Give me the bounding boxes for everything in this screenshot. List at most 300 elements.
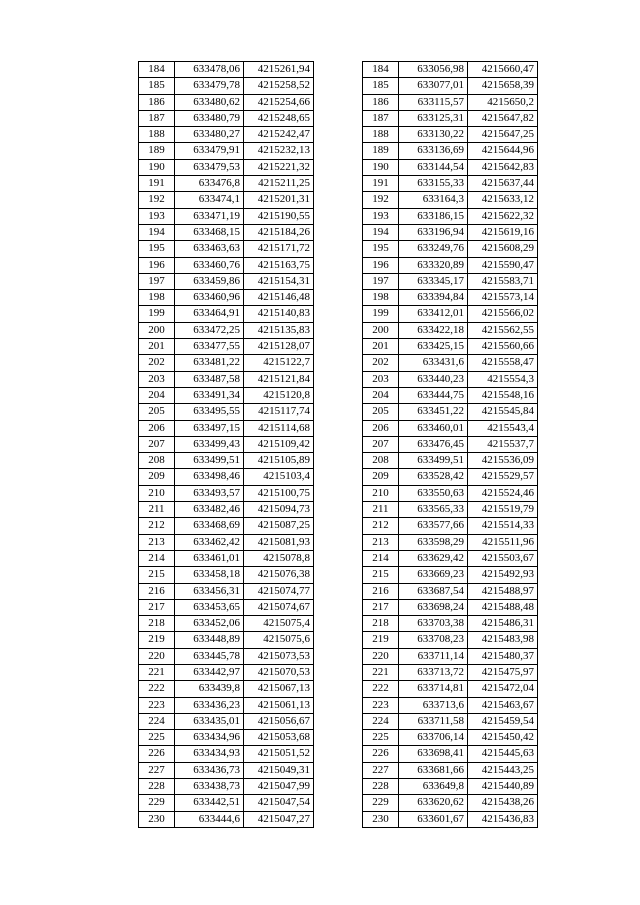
x-coordinate-cell: 633471,19 <box>175 208 244 224</box>
table-row <box>139 469 314 485</box>
x-coordinate-cell: 633703,38 <box>399 616 468 632</box>
point-number-cell: 230 <box>363 811 399 827</box>
point-number-cell: 208 <box>139 453 175 469</box>
x-coordinate-cell: 633713,72 <box>399 664 468 680</box>
table-row <box>139 322 314 338</box>
point-number-cell: 224 <box>363 713 399 729</box>
x-coordinate-cell: 633448,89 <box>175 632 244 648</box>
table-row <box>363 404 538 420</box>
point-number-cell: 196 <box>139 257 175 273</box>
y-coordinate-cell: 4215536,09 <box>468 453 538 469</box>
point-number-cell: 206 <box>139 420 175 436</box>
table-row <box>139 404 314 420</box>
x-coordinate-cell: 633477,55 <box>175 339 244 355</box>
y-coordinate-cell: 4215067,13 <box>244 681 314 697</box>
table-row <box>139 583 314 599</box>
y-coordinate-cell: 4215658,39 <box>468 78 538 94</box>
y-coordinate-cell: 4215529,57 <box>468 469 538 485</box>
x-coordinate-cell: 633422,18 <box>399 322 468 338</box>
y-coordinate-cell: 4215583,71 <box>468 273 538 289</box>
y-coordinate-cell: 4215644,96 <box>468 143 538 159</box>
table-row <box>363 78 538 94</box>
y-coordinate-cell: 4215128,07 <box>244 339 314 355</box>
table-row <box>363 730 538 746</box>
table-row <box>363 176 538 192</box>
y-coordinate-cell: 4215146,48 <box>244 290 314 306</box>
table-row <box>139 192 314 208</box>
y-coordinate-cell: 4215590,47 <box>468 257 538 273</box>
coordinates-table-left <box>138 61 314 828</box>
point-number-cell: 202 <box>139 355 175 371</box>
point-number-cell: 212 <box>363 518 399 534</box>
y-coordinate-cell: 4215480,37 <box>468 648 538 664</box>
x-coordinate-cell: 633442,51 <box>175 795 244 811</box>
table-row <box>139 387 314 403</box>
x-coordinate-cell: 633565,33 <box>399 502 468 518</box>
point-number-cell: 227 <box>363 762 399 778</box>
table-row <box>363 159 538 175</box>
y-coordinate-cell: 4215075,6 <box>244 632 314 648</box>
table-row <box>363 779 538 795</box>
y-coordinate-cell: 4215073,53 <box>244 648 314 664</box>
point-number-cell: 225 <box>363 730 399 746</box>
y-coordinate-cell: 4215475,97 <box>468 664 538 680</box>
point-number-cell: 216 <box>363 583 399 599</box>
table-row <box>363 502 538 518</box>
y-coordinate-cell: 4215081,93 <box>244 534 314 550</box>
x-coordinate-cell: 633155,33 <box>399 176 468 192</box>
y-coordinate-cell: 4215087,25 <box>244 518 314 534</box>
table-row <box>139 599 314 615</box>
table-row <box>363 550 538 566</box>
point-number-cell: 191 <box>139 176 175 192</box>
x-coordinate-cell: 633620,62 <box>399 795 468 811</box>
y-coordinate-cell: 4215440,89 <box>468 779 538 795</box>
point-number-cell: 206 <box>363 420 399 436</box>
table-row <box>139 241 314 257</box>
point-number-cell: 190 <box>139 159 175 175</box>
x-coordinate-cell: 633498,46 <box>175 469 244 485</box>
table-row <box>363 322 538 338</box>
x-coordinate-cell: 633434,93 <box>175 746 244 762</box>
y-coordinate-cell: 4215492,93 <box>468 567 538 583</box>
y-coordinate-cell: 4215488,97 <box>468 583 538 599</box>
y-coordinate-cell: 4215248,65 <box>244 110 314 126</box>
point-number-cell: 225 <box>139 730 175 746</box>
point-number-cell: 229 <box>363 795 399 811</box>
table-row <box>363 339 538 355</box>
table-row <box>139 795 314 811</box>
y-coordinate-cell: 4215566,02 <box>468 306 538 322</box>
x-coordinate-cell: 633115,57 <box>399 94 468 110</box>
x-coordinate-cell: 633249,76 <box>399 241 468 257</box>
x-coordinate-cell: 633713,6 <box>399 697 468 713</box>
x-coordinate-cell: 633708,23 <box>399 632 468 648</box>
table-row <box>139 811 314 827</box>
point-number-cell: 197 <box>139 273 175 289</box>
point-number-cell: 184 <box>139 62 175 78</box>
y-coordinate-cell: 4215078,8 <box>244 550 314 566</box>
x-coordinate-cell: 633474,1 <box>175 192 244 208</box>
x-coordinate-cell: 633481,22 <box>175 355 244 371</box>
y-coordinate-cell: 4215109,42 <box>244 436 314 452</box>
x-coordinate-cell: 633499,51 <box>399 453 468 469</box>
x-coordinate-cell: 633482,46 <box>175 502 244 518</box>
table-row <box>363 436 538 452</box>
y-coordinate-cell: 4215554,3 <box>468 371 538 387</box>
table-row <box>363 143 538 159</box>
table-row <box>139 762 314 778</box>
x-coordinate-cell: 633056,98 <box>399 62 468 78</box>
point-number-cell: 184 <box>363 62 399 78</box>
y-coordinate-cell: 4215135,83 <box>244 322 314 338</box>
point-number-cell: 230 <box>139 811 175 827</box>
x-coordinate-cell: 633186,15 <box>399 208 468 224</box>
y-coordinate-cell: 4215254,66 <box>244 94 314 110</box>
point-number-cell: 208 <box>363 453 399 469</box>
y-coordinate-cell: 4215647,82 <box>468 110 538 126</box>
x-coordinate-cell: 633480,62 <box>175 94 244 110</box>
table-row <box>139 567 314 583</box>
y-coordinate-cell: 4215438,26 <box>468 795 538 811</box>
point-number-cell: 191 <box>363 176 399 192</box>
point-number-cell: 226 <box>363 746 399 762</box>
point-number-cell: 186 <box>363 94 399 110</box>
point-number-cell: 223 <box>139 697 175 713</box>
y-coordinate-cell: 4215524,46 <box>468 485 538 501</box>
x-coordinate-cell: 633130,22 <box>399 127 468 143</box>
x-coordinate-cell: 633698,24 <box>399 599 468 615</box>
y-coordinate-cell: 4215163,75 <box>244 257 314 273</box>
point-number-cell: 186 <box>139 94 175 110</box>
table-row <box>363 713 538 729</box>
x-coordinate-cell: 633460,96 <box>175 290 244 306</box>
table-row <box>139 420 314 436</box>
y-coordinate-cell: 4215171,72 <box>244 241 314 257</box>
y-coordinate-cell: 4215647,25 <box>468 127 538 143</box>
x-coordinate-cell: 633438,73 <box>175 779 244 795</box>
point-number-cell: 227 <box>139 762 175 778</box>
table-row <box>139 485 314 501</box>
table-row <box>139 355 314 371</box>
point-number-cell: 214 <box>363 550 399 566</box>
x-coordinate-cell: 633125,31 <box>399 110 468 126</box>
table-row <box>363 110 538 126</box>
point-number-cell: 223 <box>363 697 399 713</box>
x-coordinate-cell: 633456,31 <box>175 583 244 599</box>
table-row <box>363 697 538 713</box>
x-coordinate-cell: 633439,8 <box>175 681 244 697</box>
y-coordinate-cell: 4215114,68 <box>244 420 314 436</box>
y-coordinate-cell: 4215121,84 <box>244 371 314 387</box>
x-coordinate-cell: 633577,66 <box>399 518 468 534</box>
point-number-cell: 221 <box>139 664 175 680</box>
x-coordinate-cell: 633452,06 <box>175 616 244 632</box>
point-number-cell: 190 <box>363 159 399 175</box>
table-row <box>363 681 538 697</box>
table-row <box>363 241 538 257</box>
x-coordinate-cell: 633462,42 <box>175 534 244 550</box>
table-row <box>139 257 314 273</box>
y-coordinate-cell: 4215463,67 <box>468 697 538 713</box>
table-row <box>139 518 314 534</box>
point-number-cell: 204 <box>139 387 175 403</box>
table-row <box>139 502 314 518</box>
x-coordinate-cell: 633480,27 <box>175 127 244 143</box>
y-coordinate-cell: 4215472,04 <box>468 681 538 697</box>
x-coordinate-cell: 633472,25 <box>175 322 244 338</box>
point-number-cell: 207 <box>139 436 175 452</box>
x-coordinate-cell: 633601,67 <box>399 811 468 827</box>
coordinates-table-right <box>362 61 538 828</box>
y-coordinate-cell: 4215261,94 <box>244 62 314 78</box>
point-number-cell: 210 <box>139 485 175 501</box>
point-number-cell: 197 <box>363 273 399 289</box>
point-number-cell: 220 <box>363 648 399 664</box>
point-number-cell: 211 <box>139 502 175 518</box>
x-coordinate-cell: 633495,55 <box>175 404 244 420</box>
table-row <box>139 273 314 289</box>
point-number-cell: 189 <box>139 143 175 159</box>
y-coordinate-cell: 4215122,7 <box>244 355 314 371</box>
table-row <box>363 192 538 208</box>
y-coordinate-cell: 4215619,16 <box>468 224 538 240</box>
y-coordinate-cell: 4215258,52 <box>244 78 314 94</box>
y-coordinate-cell: 4215140,83 <box>244 306 314 322</box>
table-row <box>363 290 538 306</box>
coordinates-table-right-body <box>363 62 538 828</box>
point-number-cell: 228 <box>363 779 399 795</box>
table-row <box>139 697 314 713</box>
y-coordinate-cell: 4215056,67 <box>244 713 314 729</box>
x-coordinate-cell: 633479,78 <box>175 78 244 94</box>
table-row <box>139 339 314 355</box>
table-row <box>363 469 538 485</box>
x-coordinate-cell: 633463,63 <box>175 241 244 257</box>
x-coordinate-cell: 633451,22 <box>399 404 468 420</box>
point-number-cell: 218 <box>139 616 175 632</box>
point-number-cell: 193 <box>363 208 399 224</box>
y-coordinate-cell: 4215053,68 <box>244 730 314 746</box>
x-coordinate-cell: 633669,23 <box>399 567 468 583</box>
x-coordinate-cell: 633394,84 <box>399 290 468 306</box>
table-row <box>363 453 538 469</box>
x-coordinate-cell: 633440,23 <box>399 371 468 387</box>
x-coordinate-cell: 633480,79 <box>175 110 244 126</box>
x-coordinate-cell: 633425,15 <box>399 339 468 355</box>
x-coordinate-cell: 633444,6 <box>175 811 244 827</box>
table-row <box>363 616 538 632</box>
table-row <box>139 62 314 78</box>
point-number-cell: 196 <box>363 257 399 273</box>
x-coordinate-cell: 633196,94 <box>399 224 468 240</box>
table-row <box>363 583 538 599</box>
point-number-cell: 226 <box>139 746 175 762</box>
x-coordinate-cell: 633487,58 <box>175 371 244 387</box>
table-row <box>363 371 538 387</box>
table-row <box>139 681 314 697</box>
table-row <box>139 78 314 94</box>
table-row <box>139 306 314 322</box>
table-row <box>139 94 314 110</box>
y-coordinate-cell: 4215642,83 <box>468 159 538 175</box>
y-coordinate-cell: 4215459,54 <box>468 713 538 729</box>
x-coordinate-cell: 633436,23 <box>175 697 244 713</box>
x-coordinate-cell: 633461,01 <box>175 550 244 566</box>
point-number-cell: 202 <box>363 355 399 371</box>
point-number-cell: 219 <box>139 632 175 648</box>
y-coordinate-cell: 4215049,31 <box>244 762 314 778</box>
table-row <box>363 518 538 534</box>
table-row <box>363 599 538 615</box>
point-number-cell: 220 <box>139 648 175 664</box>
y-coordinate-cell: 4215543,4 <box>468 420 538 436</box>
point-number-cell: 228 <box>139 779 175 795</box>
table-row <box>363 257 538 273</box>
point-number-cell: 193 <box>139 208 175 224</box>
x-coordinate-cell: 633711,58 <box>399 713 468 729</box>
point-number-cell: 205 <box>139 404 175 420</box>
y-coordinate-cell: 4215545,84 <box>468 404 538 420</box>
y-coordinate-cell: 4215221,32 <box>244 159 314 175</box>
table-row <box>139 550 314 566</box>
x-coordinate-cell: 633681,66 <box>399 762 468 778</box>
point-number-cell: 200 <box>139 322 175 338</box>
y-coordinate-cell: 4215445,63 <box>468 746 538 762</box>
point-number-cell: 218 <box>363 616 399 632</box>
point-number-cell: 198 <box>363 290 399 306</box>
x-coordinate-cell: 633460,76 <box>175 257 244 273</box>
x-coordinate-cell: 633493,57 <box>175 485 244 501</box>
y-coordinate-cell: 4215242,47 <box>244 127 314 143</box>
point-number-cell: 185 <box>363 78 399 94</box>
point-number-cell: 224 <box>139 713 175 729</box>
point-number-cell: 207 <box>363 436 399 452</box>
point-number-cell: 219 <box>363 632 399 648</box>
y-coordinate-cell: 4215486,31 <box>468 616 538 632</box>
point-number-cell: 209 <box>363 469 399 485</box>
x-coordinate-cell: 633453,65 <box>175 599 244 615</box>
y-coordinate-cell: 4215103,4 <box>244 469 314 485</box>
y-coordinate-cell: 4215061,13 <box>244 697 314 713</box>
point-number-cell: 209 <box>139 469 175 485</box>
point-number-cell: 214 <box>139 550 175 566</box>
y-coordinate-cell: 4215483,98 <box>468 632 538 648</box>
y-coordinate-cell: 4215608,29 <box>468 241 538 257</box>
x-coordinate-cell: 633491,34 <box>175 387 244 403</box>
table-row <box>139 664 314 680</box>
y-coordinate-cell: 4215633,12 <box>468 192 538 208</box>
x-coordinate-cell: 633714,81 <box>399 681 468 697</box>
x-coordinate-cell: 633464,91 <box>175 306 244 322</box>
point-number-cell: 200 <box>363 322 399 338</box>
point-number-cell: 222 <box>139 681 175 697</box>
x-coordinate-cell: 633434,96 <box>175 730 244 746</box>
point-number-cell: 216 <box>139 583 175 599</box>
table-row <box>363 746 538 762</box>
y-coordinate-cell: 4215443,25 <box>468 762 538 778</box>
table-row <box>363 811 538 827</box>
x-coordinate-cell: 633687,54 <box>399 583 468 599</box>
x-coordinate-cell: 633136,69 <box>399 143 468 159</box>
y-coordinate-cell: 4215560,66 <box>468 339 538 355</box>
table-row <box>139 290 314 306</box>
y-coordinate-cell: 4215436,83 <box>468 811 538 827</box>
point-number-cell: 201 <box>363 339 399 355</box>
x-coordinate-cell: 633445,78 <box>175 648 244 664</box>
point-number-cell: 189 <box>363 143 399 159</box>
table-row <box>363 224 538 240</box>
y-coordinate-cell: 4215537,7 <box>468 436 538 452</box>
table-row <box>139 371 314 387</box>
x-coordinate-cell: 633431,6 <box>399 355 468 371</box>
point-number-cell: 215 <box>139 567 175 583</box>
y-coordinate-cell: 4215094,73 <box>244 502 314 518</box>
table-row <box>139 159 314 175</box>
y-coordinate-cell: 4215548,16 <box>468 387 538 403</box>
y-coordinate-cell: 4215558,47 <box>468 355 538 371</box>
table-row <box>363 62 538 78</box>
x-coordinate-cell: 633479,53 <box>175 159 244 175</box>
x-coordinate-cell: 633459,86 <box>175 273 244 289</box>
x-coordinate-cell: 633698,41 <box>399 746 468 762</box>
point-number-cell: 229 <box>139 795 175 811</box>
table-row <box>139 730 314 746</box>
y-coordinate-cell: 4215503,67 <box>468 550 538 566</box>
table-row <box>363 94 538 110</box>
y-coordinate-cell: 4215184,26 <box>244 224 314 240</box>
table-row <box>363 664 538 680</box>
y-coordinate-cell: 4215100,75 <box>244 485 314 501</box>
table-row <box>139 779 314 795</box>
y-coordinate-cell: 4215450,42 <box>468 730 538 746</box>
x-coordinate-cell: 633649,8 <box>399 779 468 795</box>
y-coordinate-cell: 4215075,4 <box>244 616 314 632</box>
table-row <box>363 355 538 371</box>
point-number-cell: 210 <box>363 485 399 501</box>
table-row <box>139 110 314 126</box>
x-coordinate-cell: 633499,51 <box>175 453 244 469</box>
point-number-cell: 192 <box>139 192 175 208</box>
x-coordinate-cell: 633164,3 <box>399 192 468 208</box>
x-coordinate-cell: 633458,18 <box>175 567 244 583</box>
table-row <box>363 762 538 778</box>
y-coordinate-cell: 4215047,99 <box>244 779 314 795</box>
table-row <box>363 534 538 550</box>
table-row <box>363 485 538 501</box>
table-row <box>363 795 538 811</box>
x-coordinate-cell: 633077,01 <box>399 78 468 94</box>
point-number-cell: 205 <box>363 404 399 420</box>
table-row <box>363 306 538 322</box>
y-coordinate-cell: 4215105,89 <box>244 453 314 469</box>
table-row <box>139 208 314 224</box>
x-coordinate-cell: 633435,01 <box>175 713 244 729</box>
point-number-cell: 222 <box>363 681 399 697</box>
table-row <box>139 436 314 452</box>
point-number-cell: 188 <box>139 127 175 143</box>
table-row <box>139 713 314 729</box>
y-coordinate-cell: 4215650,2 <box>468 94 538 110</box>
table-row <box>363 273 538 289</box>
point-number-cell: 217 <box>139 599 175 615</box>
point-number-cell: 221 <box>363 664 399 680</box>
x-coordinate-cell: 633706,14 <box>399 730 468 746</box>
x-coordinate-cell: 633479,91 <box>175 143 244 159</box>
x-coordinate-cell: 633478,06 <box>175 62 244 78</box>
table-row <box>363 632 538 648</box>
x-coordinate-cell: 633460,01 <box>399 420 468 436</box>
